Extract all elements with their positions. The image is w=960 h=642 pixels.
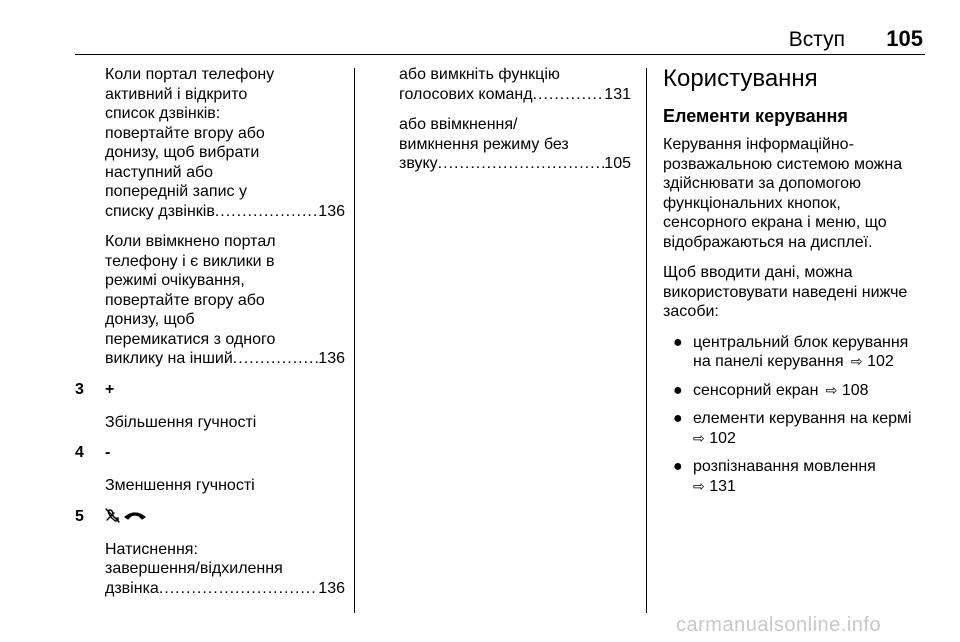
text-line: відображаються на дисплеї. [663, 233, 873, 251]
text-line: перемикатися з одного [105, 330, 276, 348]
item-3-description: Збільшення гучності [105, 413, 257, 431]
item-4-row [75, 443, 345, 465]
list-item [663, 457, 925, 496]
text-line: наступний або [105, 163, 214, 181]
text-line: Щоб вводити дані, можна [663, 264, 853, 281]
page-arrow-icon: ⇨ [822, 381, 838, 398]
column-3 [663, 65, 925, 505]
text-line: активний і відкрито [105, 85, 248, 103]
text-line [693, 429, 925, 449]
list-item-text: сенсорний екран [693, 381, 819, 399]
text-line [693, 352, 925, 372]
dot-leader [438, 154, 605, 174]
list-item [663, 333, 925, 372]
page-arrow-icon: ⇨ [848, 353, 863, 369]
page-ref[interactable]: 131 [604, 85, 631, 103]
text-line: попередній запис у [105, 183, 247, 200]
text-line [693, 381, 925, 401]
item-number: 4 [75, 444, 84, 461]
text-line: Керування інформаційно- [663, 136, 854, 153]
text-line: функціональних кнопок, [663, 194, 841, 212]
section-heading: Користування [663, 65, 818, 92]
text-line [693, 477, 925, 497]
reference-text: звуку [399, 155, 438, 172]
item-5-row [75, 507, 345, 529]
text-line: Натиснення: [105, 540, 198, 558]
column-2 [399, 65, 631, 185]
page-ref[interactable]: 102 [867, 353, 894, 370]
plus-key-symbol: + [105, 380, 115, 398]
column-1 [75, 65, 345, 609]
text-line: Коли ввімкнено портал [105, 233, 276, 250]
bullet-icon: ● [673, 410, 683, 427]
page-ref[interactable]: 102 [709, 429, 736, 447]
subsection-heading: Елементи керування [663, 106, 848, 126]
text-line: вимкнення режиму без [399, 135, 569, 153]
text-line: режимі очікування, [105, 272, 245, 289]
page-reference-line [399, 154, 631, 174]
phone-end-icons [105, 507, 147, 529]
page-ref[interactable]: 108 [841, 381, 869, 399]
dot-leader [159, 579, 318, 599]
paragraph-input-means [663, 263, 925, 322]
text-line: розпізнавання мовлення [693, 458, 876, 475]
paragraph-control-intro [663, 135, 925, 252]
item-number: 5 [75, 507, 84, 525]
page-reference-line [105, 349, 345, 369]
item-4-description: Зменшення гучності [105, 477, 255, 494]
dot-leader [533, 85, 605, 105]
column-divider-2 [646, 68, 647, 613]
dot-leader [215, 202, 318, 222]
text-line: телефону і є виклики в [105, 252, 275, 270]
paragraph-voice-commands [399, 65, 631, 104]
text-line: сенсорного екрана і меню, що [663, 214, 887, 231]
section-title: Вступ [788, 28, 845, 51]
list-item-text: на панелі керування [693, 353, 844, 370]
mute-phone-icon [105, 507, 147, 523]
column-divider-1 [354, 68, 355, 613]
text-line: здійснювати за допомогою [663, 175, 861, 192]
page-number: 105 [886, 26, 923, 51]
text-line: донизу, щоб [105, 311, 195, 328]
minus-key-symbol: - [105, 444, 111, 461]
reference-text: дзвінка [105, 579, 159, 597]
text-line: або ввімкнення/ [399, 116, 518, 133]
page-reference-line [105, 579, 345, 599]
page-header [75, 26, 925, 55]
item-5-description [75, 540, 345, 599]
item-3-row [75, 380, 345, 402]
item-number: 3 [75, 380, 84, 398]
page-ref[interactable]: 105 [604, 155, 631, 172]
page-ref[interactable]: 131 [709, 477, 736, 495]
bullet-icon: ● [673, 333, 683, 351]
text-line: розважальною системою можна [663, 155, 903, 173]
text-line: повертайте вгору або [105, 124, 265, 142]
reference-text: голосових команд [399, 85, 533, 103]
text-line: Коли портал телефону [105, 66, 275, 83]
watermark: carmanualsonline.info [676, 614, 882, 636]
text-line: завершення/відхилення [105, 560, 283, 577]
page-arrow-icon: ⇨ [693, 477, 705, 494]
page-reference-line [399, 85, 631, 105]
text-line: засоби: [663, 303, 719, 320]
text-line: центральний блок керування [693, 333, 909, 351]
page-arrow-icon: ⇨ [693, 429, 705, 446]
dot-leader [233, 349, 319, 369]
page-ref[interactable]: 136 [318, 202, 345, 220]
text-line: або вимкніть функцію [399, 66, 560, 83]
text-line: донизу, щоб вибрати [105, 144, 260, 161]
paragraph-mute-mode [399, 115, 631, 174]
list-item [663, 381, 925, 401]
bullet-icon: ● [673, 381, 683, 399]
text-line: повертайте вгору або [105, 291, 265, 309]
paragraph-switch-call [75, 232, 345, 369]
text-line: елементи керування на кермі [693, 410, 912, 427]
page-reference-line [105, 202, 345, 222]
page-ref[interactable]: 136 [318, 579, 345, 597]
page-ref[interactable]: 136 [318, 350, 345, 367]
reference-text: виклику на інший [105, 350, 233, 367]
paragraph-call-list-scroll [75, 65, 345, 221]
reference-text: списку дзвінків [105, 202, 215, 220]
text-line: список дзвінків: [105, 105, 221, 122]
list-item [663, 409, 925, 448]
bullet-icon: ● [673, 458, 683, 475]
text-line: використовувати наведені нижче [663, 283, 908, 301]
